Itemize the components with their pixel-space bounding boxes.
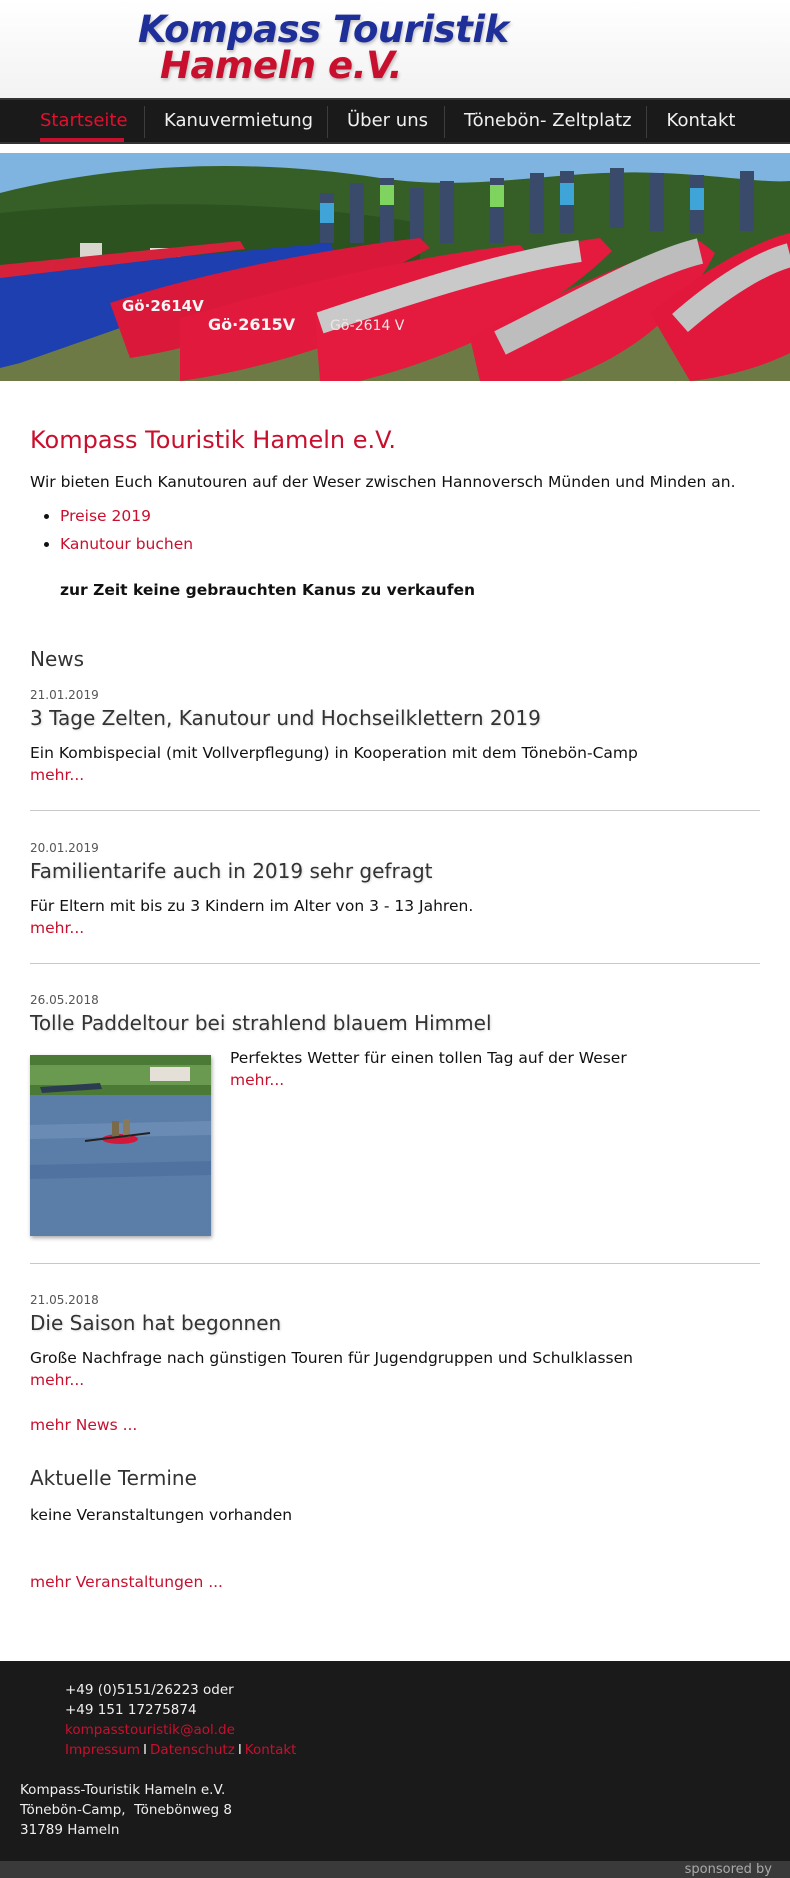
nav-separator	[144, 106, 145, 138]
news-title[interactable]: Die Saison hat begonnen	[30, 1311, 282, 1335]
news-text: Ein Kombispecial (mit Vollverpflegung) in Kooperation mit dem Tönebön-Camp	[30, 744, 638, 762]
news-more-link[interactable]: mehr...	[230, 1071, 285, 1089]
news-date: 21.01.2019	[30, 688, 99, 702]
hero-image	[0, 153, 790, 381]
news-date: 20.01.2019	[30, 841, 99, 855]
link-preise[interactable]: Preise 2019	[60, 507, 151, 525]
news-title[interactable]: Tolle Paddeltour bei strahlend blauem Himmel	[30, 1011, 492, 1035]
boat-code: Gö·2615V	[208, 315, 296, 334]
nav-item-startseite[interactable]: Startseite	[40, 100, 124, 142]
footer-phone-2: +49 151 17275874	[65, 1702, 197, 1718]
paddling-photo-illustration	[30, 1055, 211, 1236]
link-kanutour-buchen[interactable]: Kanutour buchen	[60, 535, 194, 553]
site-header	[0, 0, 790, 98]
nav-separator	[646, 106, 647, 138]
footer-links	[65, 1740, 296, 1760]
list-item	[60, 530, 760, 558]
news-thumbnail[interactable]	[30, 1055, 211, 1236]
news-heading: News	[30, 647, 85, 671]
news-more-link[interactable]: mehr...	[30, 766, 85, 784]
news-date: 21.05.2018	[30, 1293, 99, 1307]
footer-separator: I	[237, 1742, 242, 1758]
notice-text: zur Zeit keine gebrauchten Kanus zu verkaufen	[60, 581, 476, 599]
main-content	[30, 420, 760, 602]
sponsored-by-text: sponsored by	[684, 1862, 772, 1877]
site-logo[interactable]	[138, 8, 509, 87]
divider	[30, 963, 760, 964]
news-date: 26.05.2018	[30, 993, 99, 1007]
nav-spacer	[0, 144, 790, 153]
logo-line-1: Kompass Touristik	[138, 8, 509, 51]
footer-separator: I	[143, 1742, 148, 1758]
news-title[interactable]: Familientarife auch in 2019 sehr gefragt	[30, 859, 433, 883]
logo-line-2: Hameln e.V.	[160, 44, 403, 87]
boat-code: Gö-2614 V	[330, 318, 405, 334]
footer-link-datenschutz[interactable]: Datenschutz	[150, 1742, 235, 1758]
more-events-link[interactable]: mehr Veranstaltungen ...	[30, 1573, 223, 1591]
intro-text: Wir bieten Euch Kanutouren auf der Weser zwischen Hannoversch Münden und Minden an.	[30, 473, 736, 491]
footer-link-kontakt[interactable]: Kontakt	[244, 1742, 297, 1758]
nav-item-zeltplatz[interactable]: Tönebön- Zeltplatz	[464, 110, 632, 131]
nav-item-kanuvermietung[interactable]: Kanuvermietung	[164, 110, 314, 131]
news-text: Für Eltern mit bis zu 3 Kindern im Alter von 3 - 13 Jahren.	[30, 897, 474, 915]
footer-email-link[interactable]: kompasstouristik@aol.de	[65, 1722, 235, 1738]
news-more-link[interactable]: mehr...	[30, 919, 85, 937]
more-news-link[interactable]: mehr News ...	[30, 1416, 138, 1434]
nav-separator	[327, 106, 328, 138]
nav-separator	[444, 106, 445, 138]
boat-code: Gö·2614V	[122, 297, 204, 315]
events-empty-text: keine Veranstaltungen vorhanden	[30, 1506, 293, 1524]
news-title[interactable]: 3 Tage Zelten, Kanutour und Hochseilklettern 2019	[30, 706, 541, 730]
footer-address-2: Tönebön-Camp, Tönebönweg 8	[20, 1802, 232, 1818]
divider	[30, 810, 760, 811]
footer-bottom-bar	[0, 1861, 790, 1878]
nav-item-ueber-uns[interactable]: Über uns	[347, 110, 428, 131]
page-title: Kompass Touristik Hameln e.V.	[30, 426, 397, 454]
main-nav	[0, 98, 790, 144]
footer-link-impressum[interactable]: Impressum	[65, 1742, 141, 1758]
footer-address-3: 31789 Hameln	[20, 1822, 120, 1838]
hero-canoes-illustration	[0, 153, 790, 381]
divider	[30, 1263, 760, 1264]
events-heading: Aktuelle Termine	[30, 1466, 197, 1490]
footer-phone-1: +49 (0)5151/26223 oder	[65, 1682, 234, 1698]
footer-email-line	[65, 1720, 235, 1740]
footer-address-1: Kompass-Touristik Hameln e.V.	[20, 1782, 226, 1798]
news-text: Große Nachfrage nach günstigen Touren für Jugendgruppen und Schulklassen	[30, 1349, 633, 1367]
quick-links	[60, 502, 760, 558]
list-item	[60, 502, 760, 530]
news-text: Perfektes Wetter für einen tollen Tag auf der Weser	[230, 1049, 627, 1067]
news-more-link[interactable]: mehr...	[30, 1371, 85, 1389]
nav-item-kontakt[interactable]: Kontakt	[666, 110, 736, 131]
